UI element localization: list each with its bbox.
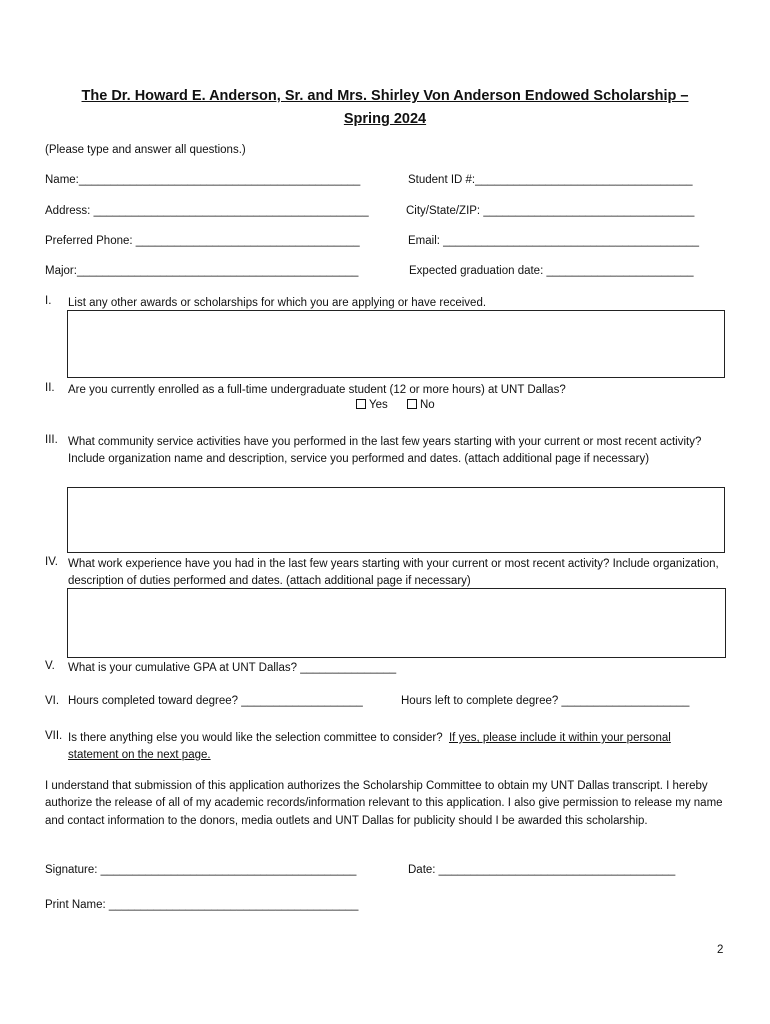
address-field[interactable]: Address: ___________________________________________ [45,205,369,217]
question-7-text [68,730,708,764]
question-4-number: IV. [45,556,59,568]
question-5-number: V. [45,660,55,672]
yes-option[interactable] [356,399,388,411]
question-7-number: VII. [45,730,63,742]
hours-completed-field[interactable]: Hours completed toward degree? ___________________ [68,695,363,707]
question-6-number: VI. [45,695,60,707]
student-id-field[interactable]: Student ID #:__________________________________ [408,174,693,186]
date-field[interactable]: Date: _____________________________________ [408,864,676,876]
print-name-field[interactable]: Print Name: _______________________________________ [45,899,359,911]
no-checkbox-icon[interactable] [407,399,417,409]
gpa-field[interactable]: What is your cumulative GPA at UNT Dallas? _______________ [68,662,397,674]
question-3-text: What community service activities have you performed in the last few years starting with your current or most recent activity? Include organization name and description, service you performed and dates. (attach additional page if necessary) [68,436,702,465]
question-1-answer-box[interactable] [67,310,725,378]
name-field[interactable]: Name:____________________________________________ [45,174,361,186]
question-2-text: Are you currently enrolled as a full-time undergraduate student (12 or more hours) at UNT Dallas? [68,384,566,396]
graduation-date-field[interactable]: Expected graduation date: _______________________ [409,265,694,277]
no-label: No [420,399,435,411]
signature-field[interactable]: Signature: ________________________________________ [45,864,357,876]
instruction-text: (Please type and answer all questions.) [45,144,246,156]
question-2-number: II. [45,382,55,394]
yes-label: Yes [369,399,388,411]
question-4-answer-box[interactable] [67,588,726,658]
email-field[interactable]: Email: ________________________________________ [408,235,699,247]
yes-checkbox-icon[interactable] [356,399,366,409]
question-1-number: I. [45,295,52,307]
question-3-answer-box[interactable] [67,487,725,553]
form-title-line-1: The Dr. Howard E. Anderson, Sr. and Mrs. Shirley Von Anderson Endowed Scholarship – [81,88,689,104]
question-1-text: List any other awards or scholarships for which you are applying or have received. [68,297,487,309]
hours-left-field[interactable]: Hours left to complete degree? ____________________ [401,695,690,707]
question-7-prompt: Is there anything else you would like the selection committee to consider? [68,732,443,744]
page-number: 2 [717,944,724,956]
major-field[interactable]: Major:____________________________________________ [45,265,359,277]
authorization-statement: I understand that submission of this application authorizes the Scholarship Committee to obtain my UNT Dallas transcript. I hereby authorize the release of all of my academic records/information relevant to this application. I also give permission to release my name and contact information to the donors, media outlets and UNT Dallas for publicity should I be awarded this scholarship. [45,780,723,827]
no-option[interactable] [407,399,435,411]
city-state-zip-field[interactable]: City/State/ZIP: _________________________________ [406,205,695,217]
preferred-phone-field[interactable]: Preferred Phone: ___________________________________ [45,235,360,247]
question-3-number: III. [45,434,58,446]
question-7-note: If yes, please include it within your personal statement on the next page. [68,732,671,761]
question-4-text: What work experience have you had in the last few years starting with your current or most recent activity? Include organization, description of duties performed and dates. (attach additional page if necessary) [68,558,719,587]
form-title-line-2: Spring 2024 [343,111,427,127]
